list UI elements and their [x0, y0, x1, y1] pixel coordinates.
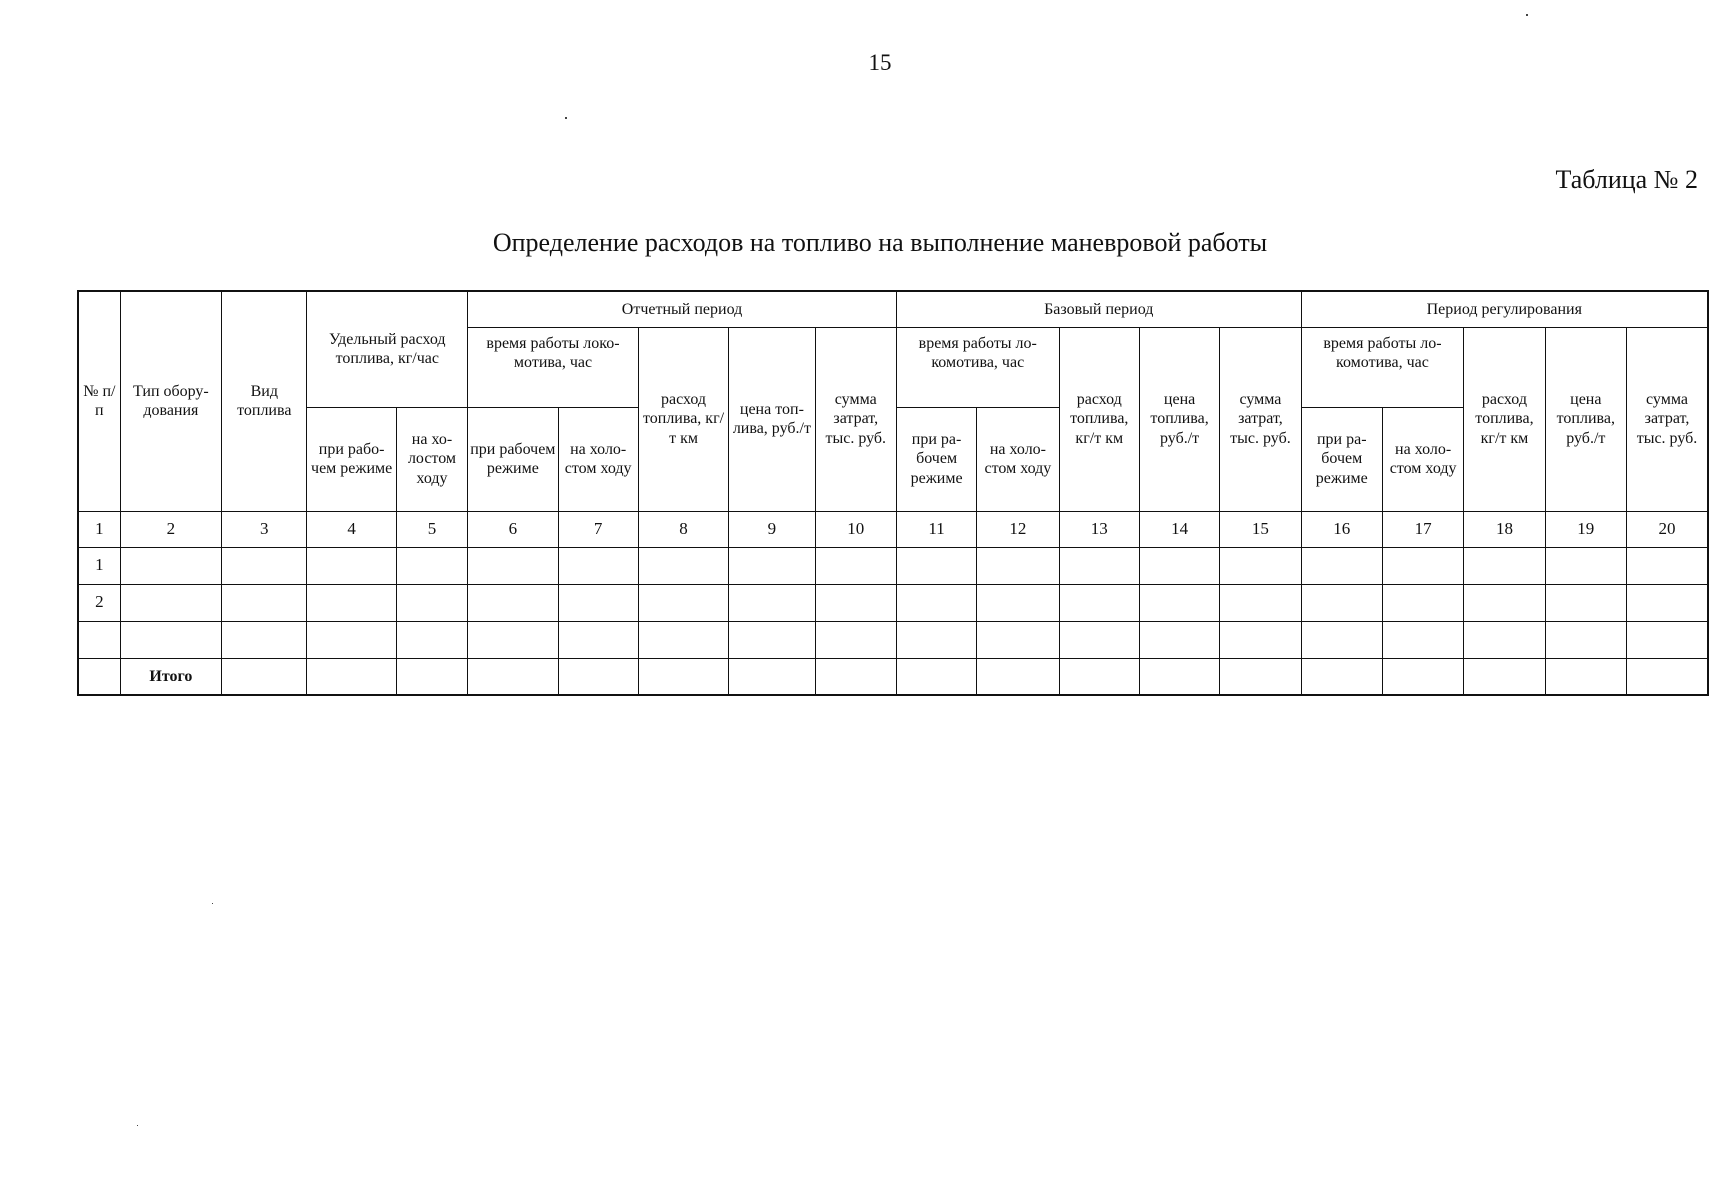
- header-base-loco-time: время работы ло-комотива, час: [896, 327, 1059, 407]
- row-number: 1: [78, 547, 120, 584]
- header-regulation-fuel-price: цена топлива, руб./т: [1545, 327, 1626, 511]
- header-regulation-work: при ра-бочем режиме: [1301, 407, 1382, 511]
- table-row: [78, 584, 1708, 621]
- header-reporting-work: при рабочем режиме: [468, 407, 558, 511]
- column-number: 16: [1301, 511, 1382, 547]
- column-number: 1: [78, 511, 120, 547]
- column-number: 19: [1545, 511, 1626, 547]
- column-number: 10: [815, 511, 896, 547]
- column-number: 15: [1220, 511, 1301, 547]
- total-row: [78, 658, 1708, 695]
- header-specific-consumption: Удельный расход топлива, кг/час: [307, 291, 468, 407]
- header-base-cost-sum: сумма затрат, тыс. руб.: [1220, 327, 1301, 511]
- header-regulation-cost-sum: сумма затрат, тыс. руб.: [1626, 327, 1708, 511]
- header-regulation-loco-time: время работы ло-комотива, час: [1301, 327, 1464, 407]
- header-base-period: Базовый период: [896, 291, 1301, 327]
- table-row: [78, 621, 1708, 658]
- table-label: Таблица № 2: [1555, 165, 1698, 194]
- column-number: 5: [396, 511, 467, 547]
- header-reporting-fuel-price: цена топ-лива, руб./т: [729, 327, 815, 511]
- column-number: 11: [896, 511, 976, 547]
- column-number: 12: [977, 511, 1059, 547]
- row-number: 2: [78, 584, 120, 621]
- header-regulation-fuel-consumption: расход топлива, кг/т км: [1464, 327, 1545, 511]
- column-number: 20: [1626, 511, 1708, 547]
- column-number: 13: [1059, 511, 1139, 547]
- column-number: 3: [222, 511, 307, 547]
- scan-speck: [565, 117, 567, 119]
- column-number: 4: [307, 511, 396, 547]
- total-label: Итого: [120, 658, 221, 695]
- header-equipment-type: Тип обору-дования: [120, 291, 221, 511]
- header-reporting-fuel-consumption: расход топлива, кг/ т км: [638, 327, 728, 511]
- fuel-cost-table: [77, 290, 1709, 696]
- header-base-fuel-consumption: расход топлива, кг/т км: [1059, 327, 1139, 511]
- column-number: 18: [1464, 511, 1545, 547]
- header-num: № п/п: [78, 291, 120, 511]
- header-spec-work: при рабо-чем режиме: [307, 407, 396, 511]
- column-number: 2: [120, 511, 221, 547]
- page-number: 15: [868, 50, 892, 75]
- table-row: [78, 547, 1708, 584]
- column-number-row: [78, 511, 1708, 547]
- header-reporting-cost-sum: сумма затрат, тыс. руб.: [815, 327, 896, 511]
- column-number: 8: [638, 511, 728, 547]
- header-spec-idle: на хо-лостом ходу: [396, 407, 467, 511]
- scan-speck: [1526, 14, 1528, 16]
- header-base-work: при ра-бочем режиме: [896, 407, 976, 511]
- scan-speck: [137, 1125, 138, 1126]
- header-row-1: [78, 291, 1708, 327]
- scan-speck: [212, 903, 213, 904]
- header-fuel-type: Вид топлива: [222, 291, 307, 511]
- column-number: 7: [558, 511, 638, 547]
- header-base-fuel-price: цена топлива, руб./т: [1139, 327, 1219, 511]
- column-number: 9: [729, 511, 815, 547]
- header-reporting-idle: на холо-стом ходу: [558, 407, 638, 511]
- header-base-idle: на холо-стом ходу: [977, 407, 1059, 511]
- column-number: 17: [1382, 511, 1463, 547]
- column-number: 6: [468, 511, 558, 547]
- column-number: 14: [1139, 511, 1219, 547]
- header-reporting-period: Отчетный период: [468, 291, 897, 327]
- header-regulation-idle: на холо-стом ходу: [1382, 407, 1463, 511]
- document-title: Определение расходов на топливо на выполнение маневровой работы: [492, 228, 1268, 257]
- row-number: [78, 621, 120, 658]
- header-regulation-period: Период регулирования: [1301, 291, 1708, 327]
- header-reporting-loco-time: время работы локо-мотива, час: [468, 327, 639, 407]
